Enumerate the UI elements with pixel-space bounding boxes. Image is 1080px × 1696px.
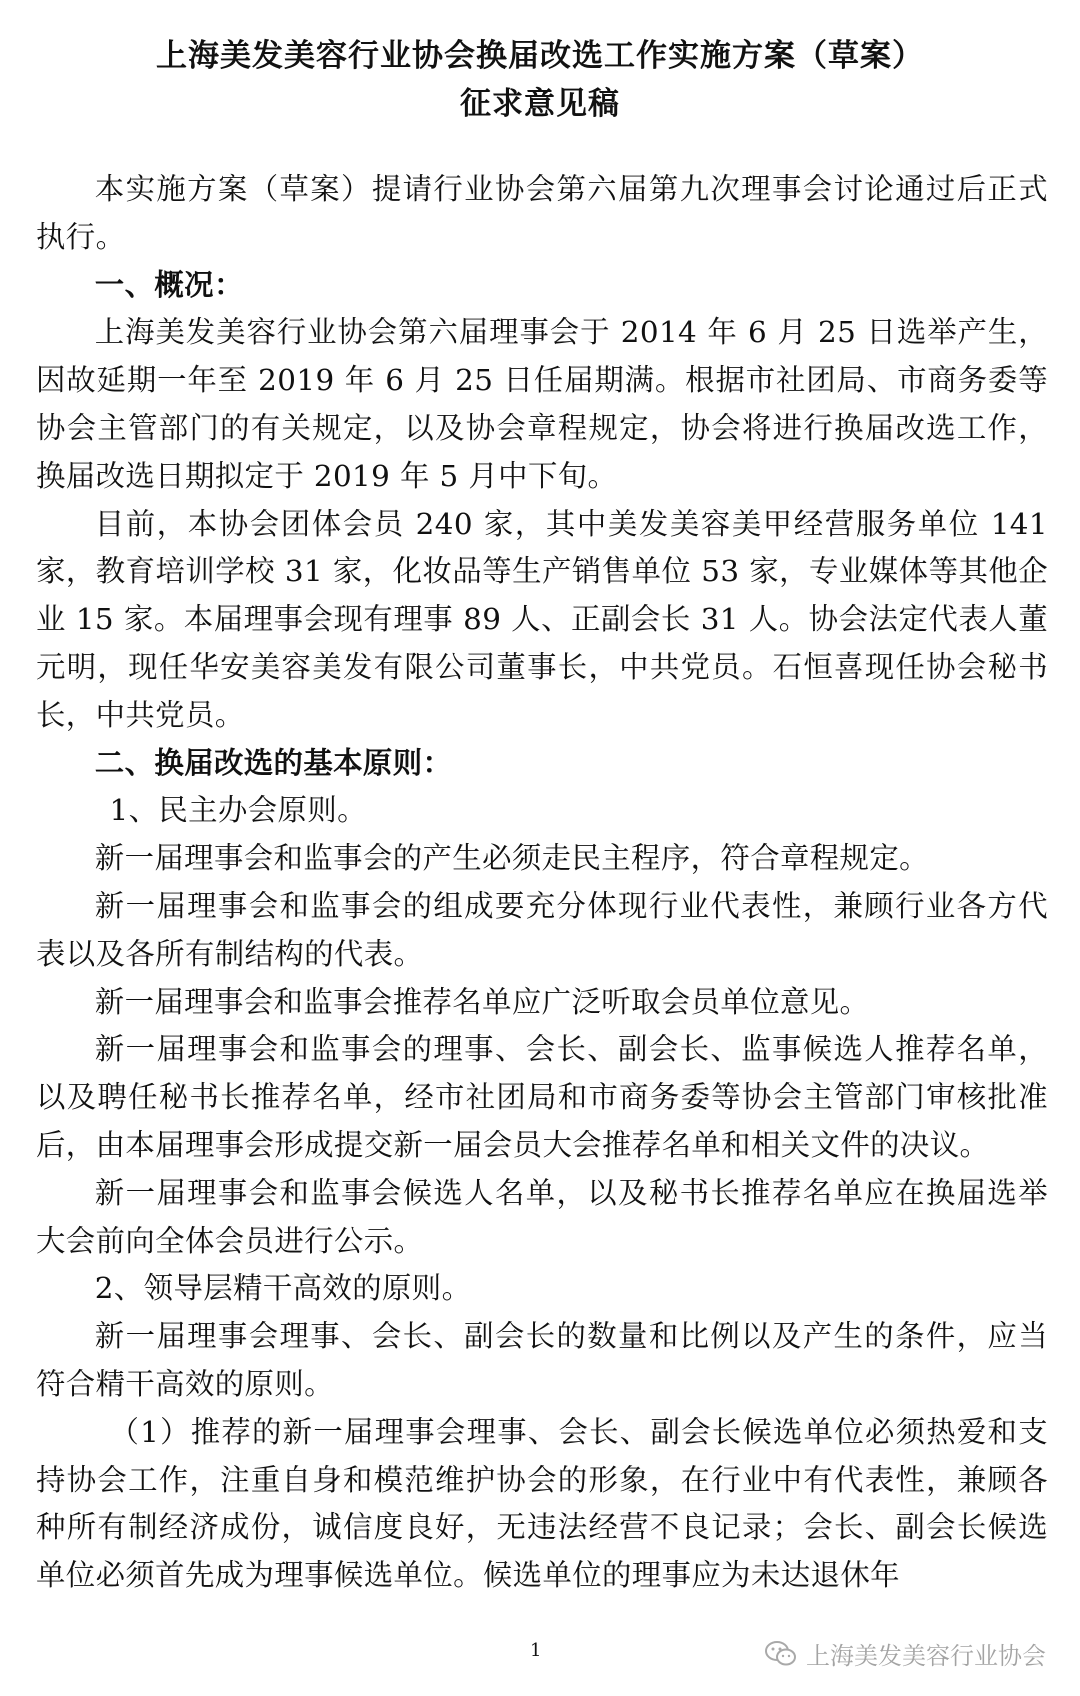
principle-2-item-1: （1）推荐的新一届理事会理事、会长、副会长候选单位必须热爱和支持协会工作，注重自身和模范维护协会的形象，在行业中有代表性，兼顾各种所有制经济成份，诚信度良好，无违法经营不良记录；会长、副会长候选单位必须首先成为理事候选单位。候选单位的理事应为未达退休年	[36, 1414, 1048, 1593]
principle-1-paragraph-5: 新一届理事会和监事会候选人名单，以及秘书长推荐名单应在换届选举大会前向全体会员进行公示。	[36, 1175, 1048, 1258]
wechat-icon	[764, 1640, 798, 1668]
principle-1-paragraph-2: 新一届理事会和监事会的组成要充分体现行业代表性，兼顾行业各方代表以及各所有制结构的代表。	[36, 888, 1048, 971]
principle-1-paragraph-1: 新一届理事会和监事会的产生必须走民主程序，符合章程规定。	[94, 841, 929, 876]
section-heading-overview: 一、概况：	[94, 267, 244, 302]
document-subtitle: 征求意见稿	[460, 86, 620, 122]
principle-2-paragraph-1: 新一届理事会理事、会长、副会长的数量和比例以及产生的条件，应当符合精干高效的原则。	[36, 1319, 1048, 1401]
document-title: 上海美发美容行业协会换届改选工作实施方案（草案）	[156, 38, 924, 74]
overview-paragraph-2: 目前，本协会团体会员 240 家，其中美发美容美甲经营服务单位 141 家，教育培训学校 31 家，化妆品等生产销售单位 53 家，专业媒体等其他企业 15 家。本届理事会现有理事 89 人、正副会长 31 人。协会法定代表人董元明，现任华安美容美发有限公司董事长，中共党员。石恒喜现任协会秘书长，中共党员。	[36, 506, 1048, 732]
page-number: 1	[530, 1640, 542, 1661]
intro-paragraph: 本实施方案（草案）提请行业协会第六届第九次理事会讨论通过后正式执行。	[36, 172, 1048, 254]
overview-paragraph-1: 上海美发美容行业协会第六届理事会于 2014 年 6 月 25 日选举产生，因故延期一年至 2019 年 6 月 25 日任届期满。根据市社团局、市商务委等协会主管部门的有关规定，以及协会章程规定，协会将进行换届改选工作，换届改选日期拟定于 2019 年 5 月中下旬。	[36, 315, 1048, 493]
page-footer	[0, 1636, 1080, 1676]
principle-1-paragraph-4: 新一届理事会和监事会的理事、会长、副会长、监事候选人推荐名单，以及聘任秘书长推荐名单，经市社团局和市商务委等协会主管部门审核批准后，由本届理事会形成提交新一届会员大会推荐名单和相关文件的决议。	[36, 1032, 1048, 1162]
section-heading-principles: 二、换届改选的基本原则：	[94, 745, 453, 780]
principle-1-paragraph-3: 新一届理事会和监事会推荐名单应广泛听取会员单位意见。	[94, 984, 870, 1019]
principle-1-heading: 1、民主办会原则。	[109, 793, 367, 828]
principle-2-heading: 2、领导层精干高效的原则。	[94, 1271, 472, 1306]
watermark-text: 上海美发美容行业协会	[806, 1642, 1046, 1670]
document-body	[36, 166, 1048, 1600]
watermark	[764, 1636, 1046, 1671]
